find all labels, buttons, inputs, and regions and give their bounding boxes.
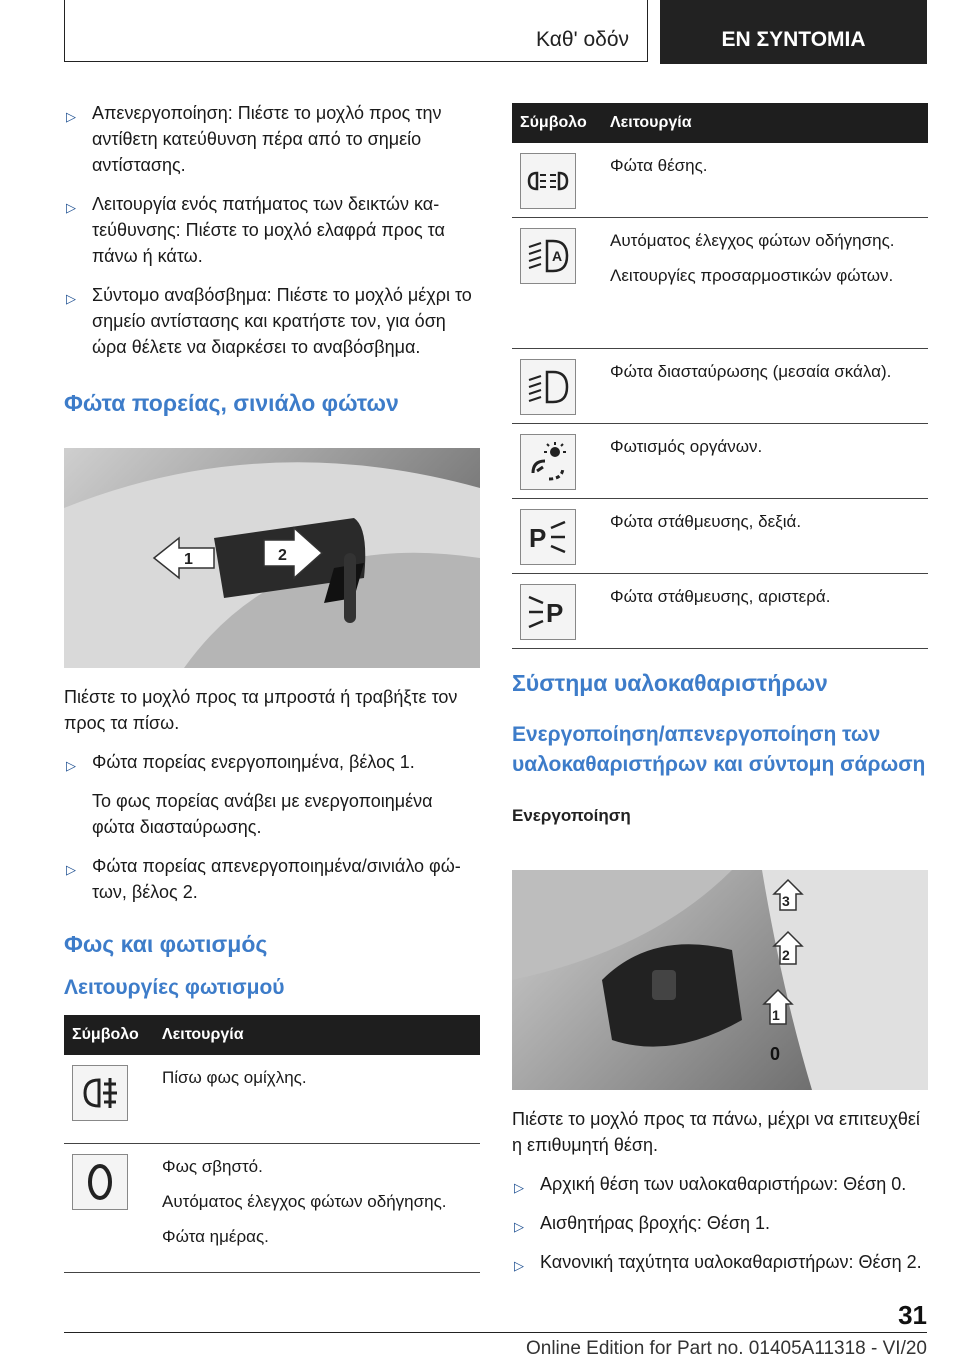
table-row: Φωτισμός οργάνων. xyxy=(512,424,928,499)
list-item: ▷ Κανονική ταχύτητα υαλοκαθαριστήρων: Θέση 2. xyxy=(512,1249,928,1275)
triangle-bullet-icon: ▷ xyxy=(514,1219,524,1234)
list-item: ▷ Αισθητήρας βροχής: Θέση 1. xyxy=(512,1210,928,1236)
lever-illustration xyxy=(64,448,480,668)
section-heading: Φώτα πορείας, σινιάλο φώτων xyxy=(64,390,399,416)
list-item: ▷ Λειτουργία ενός πατήματος των δεικτών κατεύθυνσης: Πιέστε το μοχλό ελαφρά προς τα πάνω ή κάτω. xyxy=(66,194,445,266)
table-header-function: Λειτουργία xyxy=(154,1015,480,1055)
wiper-illustration xyxy=(512,870,928,1090)
tab-section-label: Καθ' οδόν xyxy=(536,28,629,51)
triangle-bullet-icon: ▷ xyxy=(66,200,76,215)
arrow-2-label: 2 xyxy=(278,547,287,564)
list-item: ▷ Αρχική θέση των υαλοκαθαριστήρων: Θέση 0. xyxy=(512,1171,928,1197)
table-row: P Φώτα στάθμευσης, δεξιά. xyxy=(512,499,928,574)
left-column-lower xyxy=(64,684,480,1003)
page-number: 31 xyxy=(898,1300,927,1330)
table-row: A Αυτόματος έλεγχος φώτων οδήγησης. Λειτουργίες προσαρμοστικών φώτων. xyxy=(512,218,928,349)
subsection-heading: Λειτουργίες φωτισμού xyxy=(64,976,285,999)
paragraph: Το φως πορείας ανάβει με ενεργοποιημένα φώτα διασταύρωσης. xyxy=(92,791,433,837)
wiper-label-2: 2 xyxy=(782,947,790,963)
wiper-label-0: 0 xyxy=(770,1044,781,1064)
list-item: ▷ Απενεργοποίηση: Πιέστε το μοχλό προς την αντίθετη κατεύθυνση πέρα από το σημείο αντίστασης. xyxy=(66,103,442,175)
paragraph: Πιέστε το μοχλό προς τα μπροστά ή τραβήξτε τον προς τα πίσω. xyxy=(64,687,458,733)
tab-section xyxy=(64,0,648,62)
table-header-symbol: Σύμβολο xyxy=(512,103,602,143)
footer-divider xyxy=(64,1332,927,1333)
list-item: ▷ Σύντομο αναβόσβημα: Πιέστε το μοχλό μέχρι το σημείο αντίστασης και κρατήστε τον, για όση ώρα θέλετε να διαρκέσει το αναβόσβημα. xyxy=(66,285,472,357)
table-row: Φώτα θέσης. xyxy=(512,143,928,218)
svg-text:P: P xyxy=(529,523,547,553)
triangle-bullet-icon: ▷ xyxy=(66,291,76,306)
side-lights-icon xyxy=(520,153,576,209)
table-row: Φώτα διασταύρωσης (μεσαία σκάλα). xyxy=(512,349,928,424)
low-beam-icon xyxy=(520,359,576,415)
list-item: ▷ Φώτα πορείας απενεργοποιημένα/σινιάλο φώτων, βέλος 2. xyxy=(66,856,461,902)
header-tabs xyxy=(64,0,927,64)
triangle-bullet-icon: ▷ xyxy=(66,758,76,773)
tab-chapter-label: ΕΝ ΣΥΝΤΟΜΙΑ xyxy=(721,28,866,51)
lever-photo xyxy=(64,448,480,668)
wiper-label-1: 1 xyxy=(772,1007,780,1023)
lighting-table-left xyxy=(64,1015,480,1273)
right-column-lower xyxy=(512,668,928,826)
right-column-bottom xyxy=(512,1106,928,1288)
svg-text:P: P xyxy=(546,598,564,628)
triangle-bullet-icon: ▷ xyxy=(66,109,76,124)
triangle-bullet-icon: ▷ xyxy=(514,1258,524,1273)
section-heading: Σύστημα υαλοκαθαριστήρων xyxy=(512,670,828,696)
minor-heading: Ενεργοποίηση xyxy=(512,806,631,825)
paragraph: Πιέστε το μοχλό προς τα πάνω, μέχρι να επιτευχθεί η επιθυμητή θέση. xyxy=(512,1109,920,1155)
footer-edition: Online Edition for Part no. 01405A11318 - VI/20 xyxy=(525,1338,927,1359)
auto-headlight-icon xyxy=(520,228,576,284)
instrument-lighting-icon xyxy=(520,434,576,490)
list-item: ▷ Φώτα πορείας ενεργοποιημένα, βέλος 1. xyxy=(64,749,480,775)
table-row: Πίσω φως ομίχλης. xyxy=(64,1055,480,1144)
rear-fog-light-icon xyxy=(72,1065,128,1121)
wiper-lever-photo xyxy=(512,870,928,1090)
left-column xyxy=(64,100,480,418)
subsection-heading: Ενεργοποίηση/απενεργοποίηση των υαλοκαθαριστήρων και σύντομη σάρωση xyxy=(512,723,926,776)
lighting-table-right xyxy=(512,103,928,649)
zero-position-icon xyxy=(72,1154,128,1210)
parking-light-left-icon xyxy=(520,584,576,640)
tab-chapter xyxy=(660,0,927,64)
parking-light-right-icon xyxy=(520,509,576,565)
wiper-label-3: 3 xyxy=(782,893,790,909)
table-row: P Φώτα στάθμευσης, αριστερά. xyxy=(512,574,928,649)
table-row: Φως σβηστό. Αυτόματος έλεγχος φώτων οδήγησης. Φώτα ημέρας. xyxy=(64,1144,480,1273)
arrow-1-label: 1 xyxy=(184,551,193,568)
triangle-bullet-icon: ▷ xyxy=(514,1180,524,1195)
triangle-bullet-icon: ▷ xyxy=(66,862,76,877)
section-heading: Φως και φωτισμός xyxy=(64,931,268,957)
svg-text:A: A xyxy=(552,248,563,264)
table-header-symbol: Σύμβολο xyxy=(64,1015,154,1055)
table-header-function: Λειτουργία xyxy=(602,103,928,143)
